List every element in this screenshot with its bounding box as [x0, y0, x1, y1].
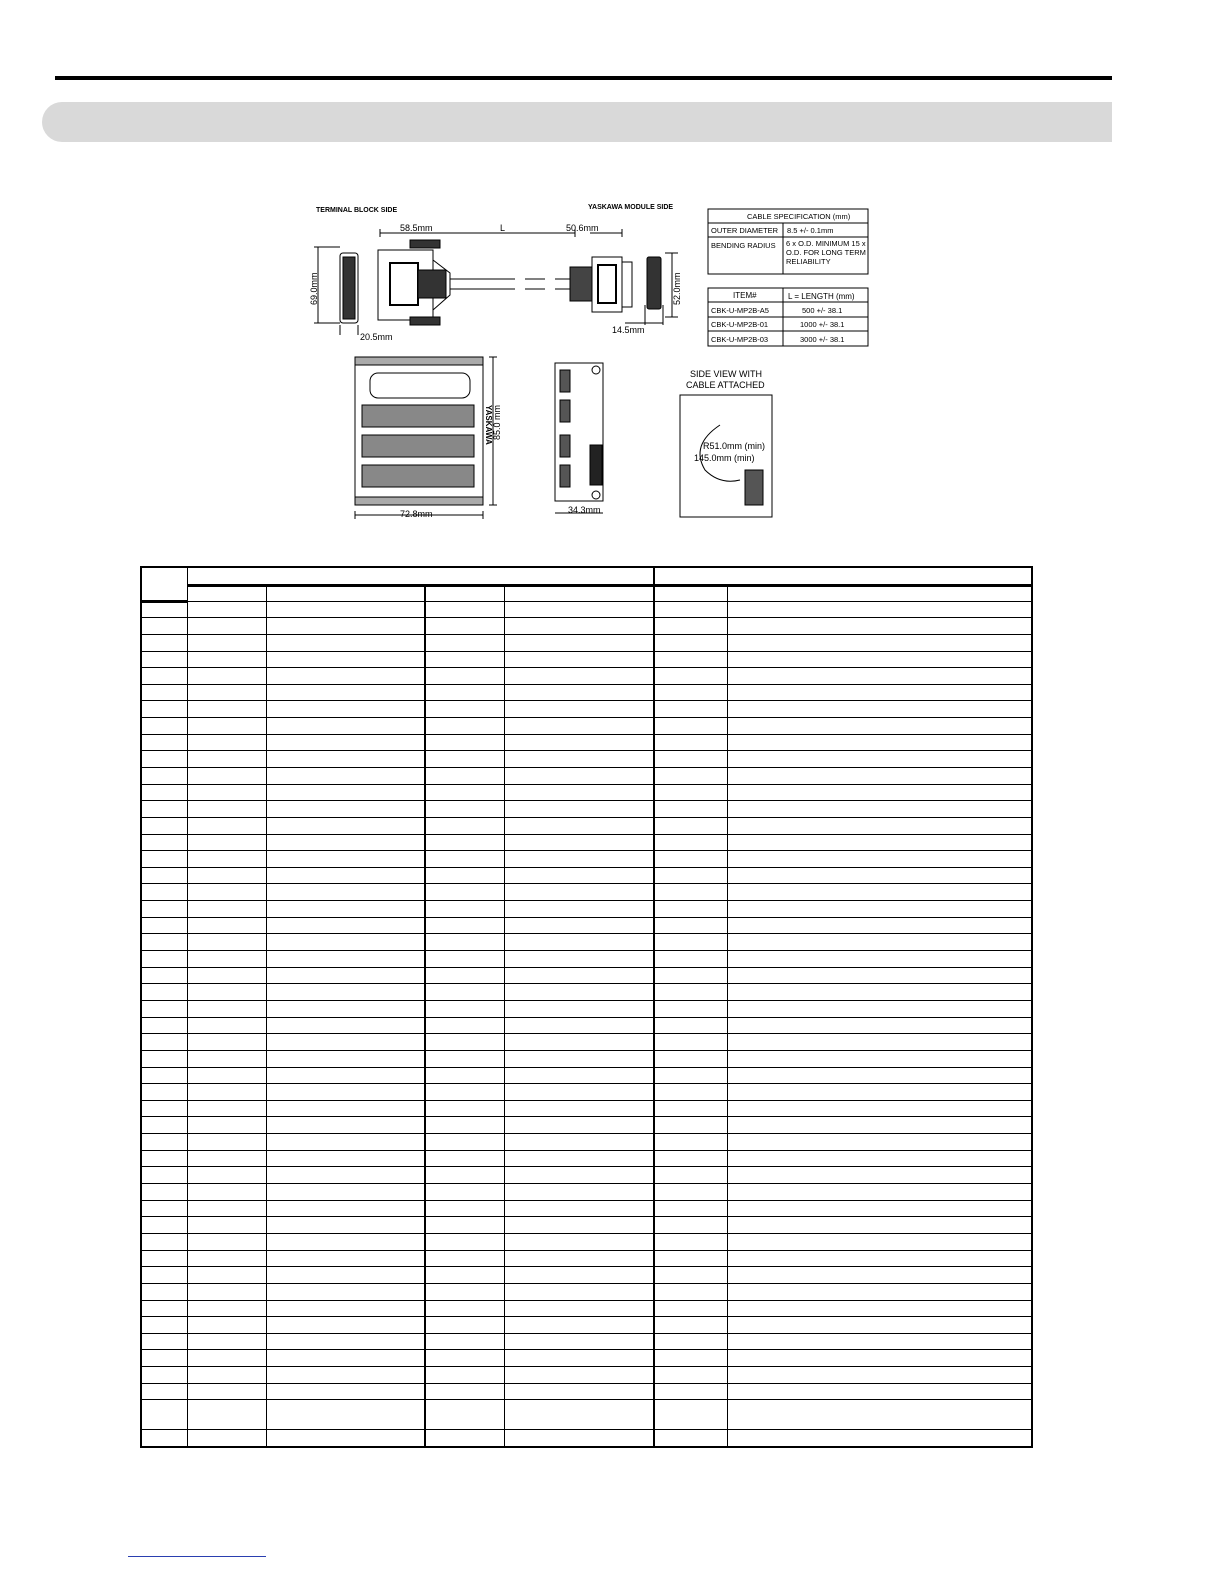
connector-drawing	[300, 195, 880, 545]
top-rule	[55, 76, 1112, 80]
table-row	[141, 817, 1032, 834]
table-row	[141, 634, 1032, 651]
dim-50-6-label: 50.6mm	[566, 223, 599, 233]
table-row	[141, 1167, 1032, 1184]
cable-spec-title: CABLE SPECIFICATION (mm)	[747, 212, 851, 221]
table-row	[141, 984, 1032, 1001]
dim-72-8-label: 72.8mm	[400, 509, 433, 519]
cable-spec-row2-value: 6 x O.D. MINIMUM 15 x O.D. FOR LONG TERM RELIABILITY	[786, 239, 866, 266]
table-row	[141, 1300, 1032, 1317]
item-row3-name: CBK-U-MP2B-03	[711, 335, 769, 344]
dim-34-3-label: 34.3mm	[568, 505, 601, 515]
table-row	[141, 768, 1032, 785]
table-row	[141, 884, 1032, 901]
dim-69-label: 69.0mm	[309, 272, 319, 305]
table-row	[141, 784, 1032, 801]
item-col-header: ITEM#	[733, 291, 757, 300]
table-row	[141, 1134, 1032, 1151]
section-title-bar	[42, 102, 1112, 142]
table-row	[141, 1084, 1032, 1101]
brand-vertical-label: YASKAWA	[484, 405, 493, 445]
table-row	[141, 1217, 1032, 1234]
table-row	[141, 1200, 1032, 1217]
footer-link-underline[interactable]	[128, 1556, 266, 1557]
table-row	[141, 1117, 1032, 1134]
item-row2-length: 1000 +/- 38.1	[800, 320, 845, 329]
table-row	[141, 585, 1032, 601]
length-label: 145.0mm (min)	[694, 453, 755, 463]
dim-52-label: 52.0mm	[672, 272, 682, 305]
cable-spec-row1-value: 8.5 +/- 0.1mm	[787, 226, 834, 235]
table-row	[141, 1100, 1032, 1117]
table-row	[141, 951, 1032, 968]
table-row	[141, 734, 1032, 751]
cable-spec-row2-name: BENDING RADIUS	[711, 241, 776, 250]
dim-L-label: L	[500, 223, 506, 233]
table-row	[141, 601, 1032, 618]
table-row	[141, 867, 1032, 884]
pin-assignment-table	[140, 566, 1033, 1448]
table-row	[141, 1367, 1032, 1384]
table-row	[141, 967, 1032, 984]
table-row	[141, 934, 1032, 951]
table-row	[141, 701, 1032, 718]
table-header-row	[141, 567, 1032, 585]
table-row	[141, 618, 1032, 635]
table-row	[141, 1034, 1032, 1051]
table-row	[141, 1250, 1032, 1267]
terminal-block-side-label: TERMINAL BLOCK SIDE	[316, 207, 398, 214]
table-row	[141, 851, 1032, 868]
item-row1-length: 500 +/- 38.1	[802, 306, 843, 315]
table-row	[141, 1333, 1032, 1350]
table-row	[141, 751, 1032, 768]
side-view-line1: SIDE VIEW WITH	[690, 369, 762, 379]
table-row	[141, 1283, 1032, 1300]
length-col-header: L = LENGTH (mm)	[788, 292, 855, 301]
table-row	[141, 1233, 1032, 1250]
dim-14-5-label: 14.5mm	[612, 325, 645, 335]
dim-20-5-label: 20.5mm	[360, 332, 393, 342]
table-row	[141, 917, 1032, 934]
dim-85-label: 85.0 mm	[492, 404, 502, 440]
table-row	[141, 1350, 1032, 1367]
table-row	[141, 1067, 1032, 1084]
table-row	[141, 1150, 1032, 1167]
table-row	[141, 834, 1032, 851]
table-row	[141, 668, 1032, 685]
item-row3-length: 3000 +/- 38.1	[800, 335, 845, 344]
table-row	[141, 1000, 1032, 1017]
table-row	[141, 1317, 1032, 1334]
table-row	[141, 1430, 1032, 1447]
side-view-line2: CABLE ATTACHED	[686, 380, 765, 390]
table-row	[141, 684, 1032, 701]
cable-spec-row1-name: OUTER DIAMETER	[711, 226, 779, 235]
item-row2-name: CBK-U-MP2B-01	[711, 320, 769, 329]
table-row	[141, 1050, 1032, 1067]
table-row	[141, 1184, 1032, 1201]
table-row	[141, 1017, 1032, 1034]
yaskawa-module-side-label: YASKAWA MODULE SIDE	[588, 204, 674, 211]
table-row	[141, 801, 1032, 818]
table-row	[141, 1383, 1032, 1400]
item-row1-name: CBK-U-MP2B-A5	[711, 306, 769, 315]
radius-label: R51.0mm (min)	[703, 441, 766, 451]
table-row	[141, 1400, 1032, 1430]
table-row	[141, 718, 1032, 735]
dim-58-5-label: 58.5mm	[400, 223, 433, 233]
table-row	[141, 651, 1032, 668]
table-row	[141, 901, 1032, 918]
table-row	[141, 1267, 1032, 1284]
